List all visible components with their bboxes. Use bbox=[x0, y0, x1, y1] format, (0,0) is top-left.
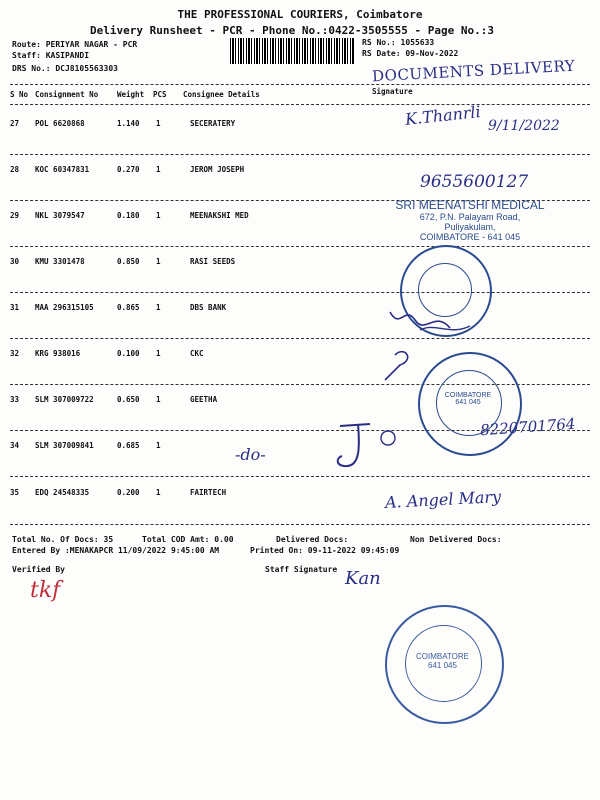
total-docs: Total No. Of Docs: 35 bbox=[12, 535, 114, 544]
cell-pcs: 1 bbox=[156, 349, 161, 358]
bottom-stamp-pin: 641 045 bbox=[428, 661, 457, 670]
cell-weight: 0.200 bbox=[117, 488, 140, 497]
cell-sno: 28 bbox=[10, 165, 20, 174]
cell-weight: 0.650 bbox=[117, 395, 140, 404]
col-sno: S No bbox=[10, 90, 29, 99]
cell-consignment: POL 6620868 bbox=[35, 119, 85, 128]
stamp-address-line: Puliyakulam, bbox=[444, 222, 496, 232]
barcode bbox=[230, 38, 355, 64]
cell-sno: 31 bbox=[10, 303, 20, 312]
rs-number: RS No.: 1055633 bbox=[362, 38, 435, 47]
cell-pcs: 1 bbox=[156, 257, 161, 266]
row34-signature bbox=[330, 418, 410, 478]
verified-signature: tkf bbox=[30, 578, 61, 603]
col-consignee: Consignee Details bbox=[183, 90, 260, 99]
staff-signature-label: Staff Signature bbox=[265, 565, 338, 574]
cell-sno: 33 bbox=[10, 395, 20, 404]
staff: Staff: KASIPANDI bbox=[12, 51, 90, 60]
cell-consignment: KMU 3301478 bbox=[35, 257, 85, 266]
cell-sno: 34 bbox=[10, 441, 20, 450]
cell-weight: 0.685 bbox=[117, 441, 140, 450]
row27-date: 9/11/2022 bbox=[488, 118, 560, 134]
cell-sno: 27 bbox=[10, 119, 20, 128]
non-delivered-docs: Non Delivered Docs: bbox=[410, 535, 502, 544]
cell-consignment: KRG 938016 bbox=[35, 349, 81, 358]
divider bbox=[10, 246, 590, 247]
cell-weight: 0.270 bbox=[117, 165, 140, 174]
cell-weight: 0.100 bbox=[117, 349, 140, 358]
staff-signature: Kan bbox=[345, 568, 381, 589]
printed-on: Printed On: 09-11-2022 09:45:09 bbox=[250, 546, 400, 555]
runsheet-title: Delivery Runsheet - PCR - Phone No.:0422-3505555 - Page No.:3 bbox=[90, 24, 494, 37]
cell-weight: 1.140 bbox=[117, 119, 140, 128]
col-pcs: PCS bbox=[153, 90, 167, 99]
cell-sno: 32 bbox=[10, 349, 20, 358]
cell-consignee: GEETHA bbox=[190, 395, 218, 404]
table-row bbox=[0, 303, 600, 317]
cell-weight: 0.850 bbox=[117, 257, 140, 266]
divider bbox=[10, 84, 590, 85]
cell-consignee: CKC bbox=[190, 349, 204, 358]
bottom-stamp-city: COIMBATORE bbox=[415, 652, 470, 661]
bottom-stamp-text bbox=[405, 652, 480, 670]
cell-consignment: NKL 3079547 bbox=[35, 211, 85, 220]
row27-signature: K.Thanrli bbox=[404, 102, 482, 129]
meenakshi-stamp bbox=[380, 198, 560, 242]
cell-sno: 35 bbox=[10, 488, 20, 497]
kidney-stamp-city: COIMBATORE bbox=[444, 392, 492, 399]
divider bbox=[10, 476, 590, 477]
cell-sno: 30 bbox=[10, 257, 20, 266]
route: Route: PERIYAR NAGAR - PCR bbox=[12, 40, 138, 49]
entered-by: Entered By :MENAKAPCR 11/09/2022 9:45:00 AM bbox=[12, 546, 220, 555]
cell-consignee: DBS BANK bbox=[190, 303, 227, 312]
documents-delivery-note: DOCUMENTS DELIVERY bbox=[371, 56, 576, 86]
kidney-stamp-pin: 641 045 bbox=[455, 399, 481, 406]
divider bbox=[10, 292, 590, 293]
cell-pcs: 1 bbox=[156, 395, 161, 404]
cell-pcs: 1 bbox=[156, 488, 161, 497]
row35-signature: A. Angel Mary bbox=[384, 486, 502, 513]
divider bbox=[10, 154, 590, 155]
cell-consignment: MAA 296315105 bbox=[35, 303, 94, 312]
divider bbox=[10, 338, 590, 339]
cell-consignment: EDQ 24548335 bbox=[35, 488, 90, 497]
cell-consignment: KOC 60347831 bbox=[35, 165, 90, 174]
divider bbox=[10, 104, 590, 105]
cell-weight: 0.180 bbox=[117, 211, 140, 220]
col-weight: Weight bbox=[117, 90, 145, 99]
cell-consignee: SECERATERY bbox=[190, 119, 236, 128]
cell-consignee: RASI SEEDS bbox=[190, 257, 236, 266]
stamp-name: SRI MEENATSHI MEDICAL bbox=[395, 198, 545, 212]
col-signature: Signature bbox=[372, 87, 413, 96]
table-header bbox=[0, 87, 600, 104]
cell-consignee: JEROM JOSEPH bbox=[190, 165, 245, 174]
cell-consignee: MEENAKSHI MED bbox=[190, 211, 249, 220]
drs-number: DRS No.: DCJ8105563303 bbox=[12, 64, 118, 73]
row28-phone: 9655600127 bbox=[420, 172, 529, 192]
verified-by-label: Verified By bbox=[12, 565, 65, 574]
divider bbox=[10, 524, 590, 525]
cell-pcs: 1 bbox=[156, 165, 161, 174]
table-row bbox=[0, 441, 600, 455]
cell-weight: 0.865 bbox=[117, 303, 140, 312]
table-row bbox=[0, 257, 600, 271]
cell-pcs: 1 bbox=[156, 211, 161, 220]
row34-ditto: -do- bbox=[235, 445, 266, 464]
cell-pcs: 1 bbox=[156, 441, 161, 450]
total-cod: Total COD Amt: 0.00 bbox=[142, 535, 234, 544]
company-title: THE PROFESSIONAL COURIERS, Coimbatore bbox=[177, 8, 423, 21]
cell-consignee: FAIRTECH bbox=[190, 488, 227, 497]
delivered-docs: Delivered Docs: bbox=[276, 535, 349, 544]
col-consignment: Consignment No bbox=[35, 90, 99, 99]
cell-sno: 29 bbox=[10, 211, 20, 220]
cell-pcs: 1 bbox=[156, 303, 161, 312]
cell-consignment: SLM 307009841 bbox=[35, 441, 94, 450]
rs-date: RS Date: 09-Nov-2022 bbox=[362, 49, 459, 58]
kidney-stamp-text bbox=[438, 392, 498, 406]
row34-phone: 8220701764 bbox=[479, 414, 576, 440]
table-row bbox=[0, 349, 600, 363]
table-row bbox=[0, 488, 600, 502]
stamp-address-line: 672, P.N. Palayam Road, bbox=[419, 212, 521, 222]
stamp-address-line: COIMBATORE - 641 045 bbox=[419, 232, 521, 242]
cell-consignment: SLM 307009722 bbox=[35, 395, 94, 404]
cell-pcs: 1 bbox=[156, 119, 161, 128]
